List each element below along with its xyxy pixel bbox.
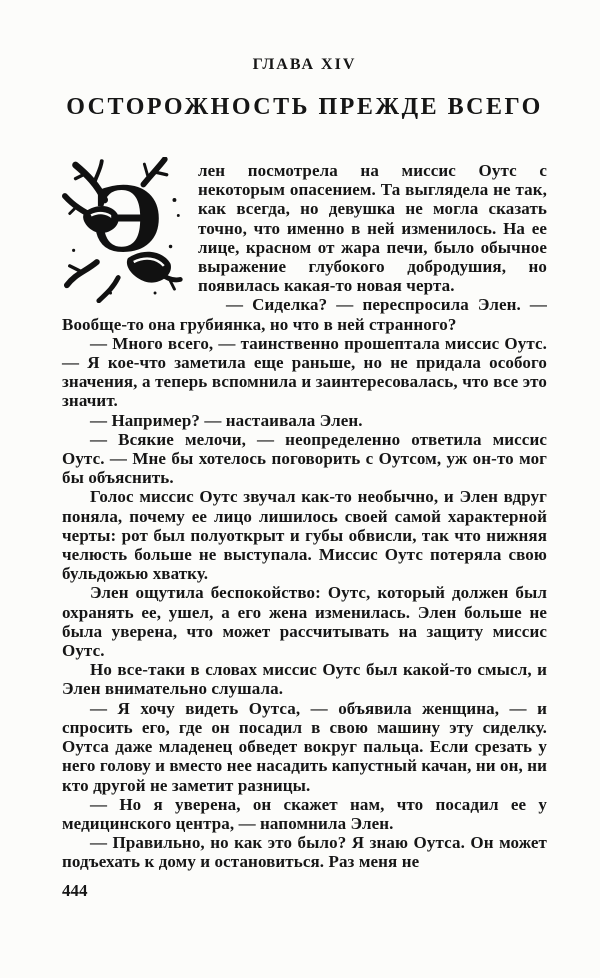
paragraph: — Но я уверена, он скажет нам, что посадил ее у медицинского центра, — напомнила Элен. [62,794,547,833]
paragraph: — Я хочу видеть Оутса, — объявила женщина, — и спросить его, где он посадил в свою машину эту сиделку. Оутса даже младенец обведет вокруг пальца. Если срезать у него голову и вместо нее насадить капустный качан, ни он, ни кто другой не заметит разницы. [62,698,547,795]
dropcap-woodcut-ornament-icon [62,157,188,303]
opening-paragraph [62,161,547,295]
paragraph: Голос миссис Оутс звучал как-то необычно, и Элен вдруг поняла, почему ее лицо лишилось своей самой характерной черты: рот был полуоткрыт и губы обвисли, так что нижняя челюсть больше не выступала. Миссис Оутс потеряла свою бульдожью хватку. [62,487,547,584]
dropcap-letter: Э [92,167,164,273]
paragraph: — Сиделка? — переспросила Элен. — Вообще-то она грубиянка, но что в ней странного? [62,295,547,334]
paragraph: — Много всего, — таинственно прошептала миссис Оутс. — Я кое-что заметила еще раньше, но не придала особого значения, а теперь вспомнила и заинтересовалась, что все это значит. [62,333,547,411]
paragraph: Элен ощутила беспокойство: Оутс, который должен был охранять ее, ушел, а его жена изменилась. Элен больше не была уверена, что может рассчитывать на защиту миссис Оутс. [62,583,547,661]
chapter-label: ГЛАВА XIV [252,56,357,73]
page-number: 444 [62,880,88,900]
paragraph: — Всякие мелочи, — неопределенно ответила миссис Оутс. — Мне бы хотелось поговорить с Оутсом, уж он-то мог бы объяснить. [62,429,547,488]
paragraph: — Например? — настаивала Элен. [90,410,363,430]
page-title: ОСТОРОЖНОСТЬ ПРЕЖДЕ ВСЕГО [66,94,543,120]
paragraph: — Правильно, но как это было? Я знаю Оутса. Он может подъехать к дому и остановиться. Раз меня не [62,833,547,872]
paragraph: Но все-таки в словах миссис Оутс был какой-то смысл, и Элен внимательно слушала. [62,660,547,699]
body-text [62,161,547,872]
paragraph: лен посмотрела на миссис Оутс с некоторым опасением. Та выглядела не так, как всегда, но девушка не могла сказать точно, что именно в ней изменилось. На ее лице, красном от жара печи, было обычное выражение глубокого добродушия, но появилась какая-то новая черта. [198,161,547,296]
